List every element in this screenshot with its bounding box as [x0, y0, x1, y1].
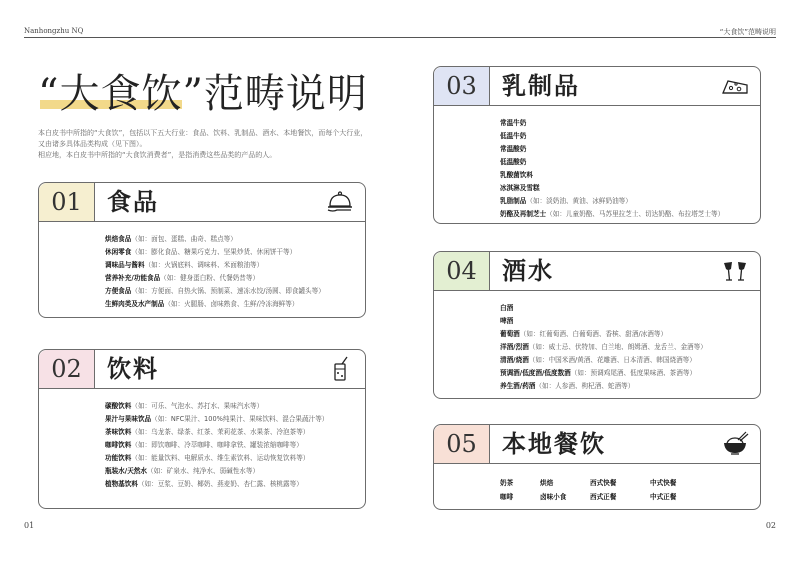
item-row [500, 341, 752, 354]
item-detail: （如：火锅底料、调味料、米面粮油等） [144, 261, 264, 269]
page-number-left: 01 [24, 521, 35, 530]
section-card-food [38, 182, 366, 318]
item-key: 果汁与果味饮品 [105, 415, 152, 423]
grid-item: 中式正餐 [650, 493, 677, 501]
section-items [105, 233, 357, 311]
grid-item: 西式快餐 [590, 479, 617, 487]
section-card-alcohol [433, 251, 761, 399]
item-key: 常温牛奶 [500, 119, 527, 127]
item-row [105, 426, 357, 439]
header-left: Nanhongzhu NQ [24, 27, 84, 35]
grid-item: 烘焙 [540, 479, 554, 487]
intro-text [38, 128, 378, 161]
item-detail: （如：威士忌、伏特加、白兰地、朗姆酒、龙舌兰、金酒等） [528, 343, 707, 351]
item-row [105, 465, 357, 478]
item-detail: （如：面包、蛋糕、曲奇、糕点等） [131, 235, 237, 243]
item-row [105, 452, 357, 465]
drink-icon [325, 356, 355, 382]
item-key: 生鲜肉类及水产制品 [105, 300, 165, 308]
header-rule [24, 37, 776, 38]
item-detail: （如：豆浆、豆奶、椰奶、燕麦奶、杏仁露、核桃露等） [137, 480, 303, 488]
section-number: 05 [434, 425, 490, 463]
header-right: “大食饮”范畴说明 [719, 28, 776, 36]
item-row [500, 117, 752, 130]
item-detail: （如：方便面、自热火锅、预制菜、速冻水饺/汤圆、即食罐头等） [131, 287, 325, 295]
item-row [105, 285, 357, 298]
section-header [39, 183, 365, 222]
item-detail: （如：能量饮料、电解质水、维生素饮料、运动恢复饮料等） [131, 454, 310, 462]
item-key: 营养补充/功能食品 [105, 274, 161, 282]
section-number: 04 [434, 252, 490, 290]
section-number: 01 [39, 183, 95, 221]
section-name: 食品 [107, 188, 159, 216]
cloche-icon [325, 189, 355, 215]
section-name: 饮料 [107, 355, 159, 383]
item-row [500, 380, 752, 393]
page-number-right: 02 [765, 521, 776, 530]
item-row [500, 182, 752, 195]
item-key: 洋酒/烈酒 [500, 343, 529, 351]
item-row [500, 367, 752, 380]
item-row [105, 259, 357, 272]
section-name: 乳制品 [502, 72, 580, 100]
item-row [105, 298, 357, 311]
item-key: 调味品与酱料 [105, 261, 145, 269]
item-row [105, 439, 357, 452]
item-key: 方便食品 [105, 287, 132, 295]
item-row [105, 413, 357, 426]
section-items [105, 400, 357, 491]
item-detail: （如：人参酒、枸杞酒、蛇酒等） [535, 382, 635, 390]
item-row [500, 156, 752, 169]
item-key: 乳酸菌饮料 [500, 171, 533, 179]
page-title: “大食饮”范畴说明 [38, 71, 368, 117]
section-name: 本地餐饮 [502, 430, 606, 458]
item-row [500, 208, 752, 221]
section-header [434, 67, 760, 106]
grid-item: 咖啡 [500, 493, 514, 501]
cheese-icon [720, 73, 750, 99]
item-row [105, 233, 357, 246]
item-detail: （如：预调鸡尾酒、低度果味酒、茶酒等） [570, 369, 697, 377]
item-key: 预调酒/低度酒/低度数酒 [500, 369, 571, 377]
grid-item: 奶茶 [500, 479, 514, 487]
item-detail: （如：矿泉水、纯净水、弱碱性水等） [146, 467, 260, 475]
item-key: 烘焙食品 [105, 235, 132, 243]
item-row [105, 246, 357, 259]
grid-item: 卤味小食 [540, 493, 567, 501]
intro-line: 又由诸多具体品类构成（见下图）。 [38, 140, 147, 148]
item-key: 咖啡饮料 [105, 441, 132, 449]
item-detail: （如：NFC果汁、100%纯果汁、果味饮料、混合果蔬汁等） [151, 415, 329, 423]
section-card-beverage [38, 349, 366, 509]
item-detail: （如：健身蛋白粉、代餐奶昔等） [160, 274, 260, 282]
item-key: 清酒/烧酒 [500, 356, 529, 364]
section-header [434, 425, 760, 464]
item-row [500, 354, 752, 367]
section-header [434, 252, 760, 291]
item-key: 奶酪及再制芝士 [500, 210, 547, 218]
item-detail: （如：红葡萄酒、白葡萄酒、香槟、甜酒/冰酒等） [519, 330, 668, 338]
item-row [105, 400, 357, 413]
item-key: 低温酸奶 [500, 158, 527, 166]
section-items [500, 302, 752, 393]
item-key: 白酒 [500, 304, 514, 312]
item-detail: （如：乌龙茶、绿茶、红茶、茉莉花茶、水果茶、冷泡茶等） [131, 428, 310, 436]
item-key: 瓶装水/天然水 [105, 467, 147, 475]
grid-item: 西式正餐 [590, 493, 617, 501]
item-detail: （如：火腿肠、卤味熟食、生鲜/冷冻海鲜等） [164, 300, 299, 308]
item-key: 功能饮料 [105, 454, 132, 462]
rice-bowl-icon [720, 431, 750, 457]
item-key: 乳脂制品 [500, 197, 527, 205]
section-items [500, 117, 752, 221]
item-detail: （如：膨化食品、糖果巧克力、坚果炒货、休闲饼干等） [131, 248, 297, 256]
item-detail: （如：中国米酒/黄酒、花雕酒、日本清酒、韩国烧酒等） [528, 356, 696, 364]
item-detail: （如：可乐、气泡水、苏打水、果味汽水等） [131, 402, 264, 410]
grid-item: 中式快餐 [650, 479, 677, 487]
item-row [500, 302, 752, 315]
section-name: 酒水 [502, 257, 554, 285]
item-key: 啤酒 [500, 317, 514, 325]
wine-glasses-icon [720, 258, 750, 284]
intro-line: 本白皮书中所指的“大食饮”，包括以下五大行业：食品、饮料、乳制品、酒水、本地餐饮，而每个大行业， [38, 129, 368, 137]
item-key: 常温酸奶 [500, 145, 527, 153]
item-row [500, 315, 752, 328]
item-key: 冰淇淋及雪糕 [500, 184, 540, 192]
item-key: 植物基饮料 [105, 480, 138, 488]
item-detail: （如：儿童奶酪、马苏里拉芝士、切达奶酪、布拉塔芝士等） [546, 210, 725, 218]
intro-line: 相应地，本白皮书中所指的“大食饮消费者”，是指消费这些品类的产品的人。 [38, 151, 277, 159]
section-number: 03 [434, 67, 490, 105]
item-row [500, 169, 752, 182]
item-key: 养生酒/药酒 [500, 382, 536, 390]
item-row [105, 272, 357, 285]
item-row [500, 328, 752, 341]
item-key: 葡萄酒 [500, 330, 520, 338]
item-row [500, 130, 752, 143]
section-header [39, 350, 365, 389]
item-key: 茶味饮料 [105, 428, 132, 436]
item-row [500, 195, 752, 208]
item-detail: （如：即饮咖啡、冷萃咖啡、咖啡拿铁、罐装浓缩咖啡等） [131, 441, 303, 449]
item-row [500, 143, 752, 156]
section-number: 02 [39, 350, 95, 388]
item-key: 低温牛奶 [500, 132, 527, 140]
item-row [105, 478, 357, 491]
section-card-dairy [433, 66, 761, 224]
item-key: 休闲零食 [105, 248, 132, 256]
item-detail: （如：淡奶油、黄油、冰鲜奶油等） [526, 197, 632, 205]
item-key: 碳酸饮料 [105, 402, 132, 410]
section-card-local-dining [433, 424, 761, 510]
